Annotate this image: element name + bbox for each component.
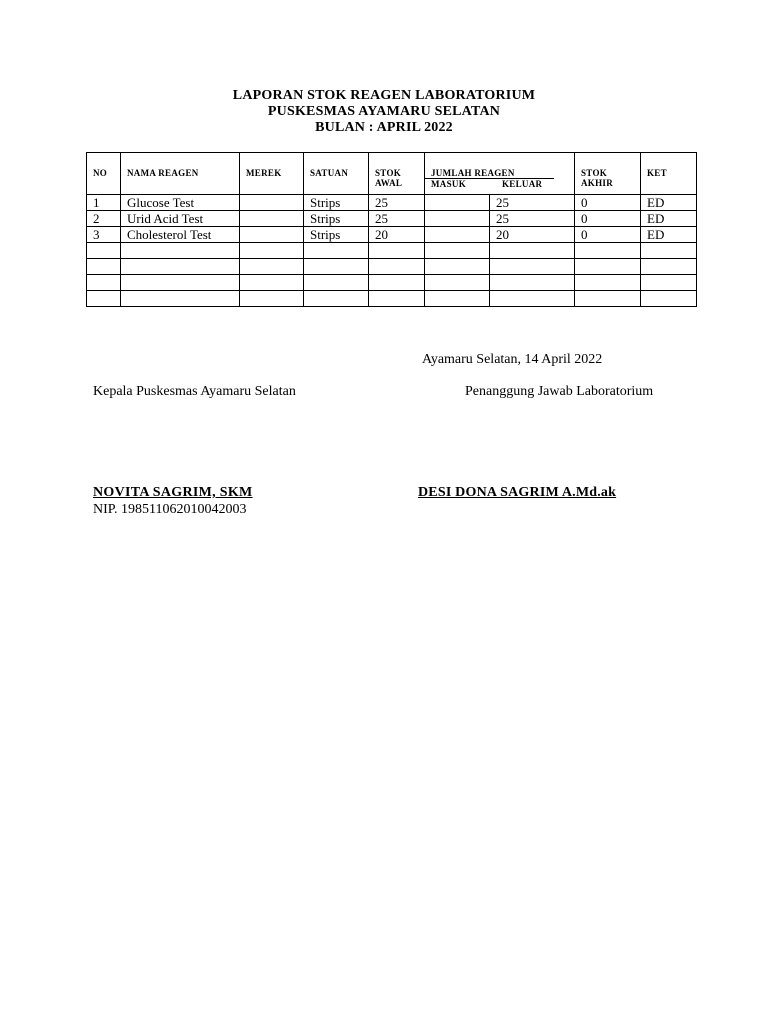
cell-ket [641, 259, 697, 275]
title-line-2: PUSKESMAS AYAMARU SELATAN [267, 104, 501, 119]
cell-ket [641, 275, 697, 291]
cell-merek [240, 211, 304, 227]
cell-stok-akhir: 0 [575, 227, 641, 243]
header-merek: MEREK [240, 153, 304, 195]
header-jumlah-subheaders [425, 179, 574, 189]
cell-keluar [490, 243, 496, 258]
cell-satuan: Strips [304, 211, 369, 227]
header-stok-akhir [575, 153, 641, 195]
cell-stok-awal [369, 243, 425, 259]
table-row [87, 291, 697, 307]
table-row [87, 195, 697, 211]
cell-jumlah-reagen [425, 259, 575, 275]
table-row [87, 227, 697, 243]
cell-no: 1 [87, 195, 121, 211]
header-masuk: MASUK [431, 179, 466, 189]
cell-keluar [490, 275, 496, 290]
cell-nama-reagen: Cholesterol Test [121, 227, 240, 243]
left-signatory-nip: NIP. 198511062010042003 [93, 502, 247, 517]
cell-satuan [304, 291, 369, 307]
cell-stok-awal [369, 259, 425, 275]
cell-jumlah-reagen [425, 275, 575, 291]
cell-merek [240, 243, 304, 259]
table-row [87, 275, 697, 291]
cell-stok-awal [369, 291, 425, 307]
cell-merek [240, 259, 304, 275]
left-signatory-name: NOVITA SAGRIM, SKM [93, 485, 253, 500]
cell-ket: ED [641, 227, 697, 243]
cell-masuk [425, 291, 490, 306]
table-header-row [87, 153, 697, 195]
cell-stok-akhir: 0 [575, 211, 641, 227]
right-signatory-name: DESI DONA SAGRIM A.Md.ak [418, 485, 617, 500]
cell-keluar [490, 291, 496, 306]
cell-merek [240, 275, 304, 291]
cell-no [87, 291, 121, 307]
cell-masuk [425, 259, 490, 274]
cell-masuk [425, 275, 490, 290]
right-signatory-role: Penanggung Jawab Laboratorium [465, 384, 654, 399]
cell-stok-awal: 20 [369, 227, 425, 243]
cell-masuk [425, 227, 490, 242]
cell-satuan [304, 243, 369, 259]
cell-masuk [425, 211, 490, 226]
cell-keluar: 20 [496, 227, 509, 242]
cell-no [87, 243, 121, 259]
header-stok-awal-line1: STOK [375, 168, 402, 178]
table-body [87, 195, 697, 307]
cell-jumlah-reagen [425, 291, 575, 307]
header-satuan: SATUAN [304, 153, 369, 195]
cell-merek [240, 195, 304, 211]
place-date: Ayamaru Selatan, 14 April 2022 [422, 352, 603, 367]
cell-stok-awal: 25 [369, 195, 425, 211]
cell-ket: ED [641, 211, 697, 227]
cell-nama-reagen: Urid Acid Test [121, 211, 240, 227]
header-no: NO [87, 153, 121, 195]
cell-stok-akhir [575, 275, 641, 291]
cell-jumlah-reagen [425, 195, 575, 211]
cell-nama-reagen: Glucose Test [121, 195, 240, 211]
header-keluar: KELUAR [502, 179, 543, 189]
header-jumlah-reagen-group [425, 153, 575, 195]
cell-nama-reagen [121, 259, 240, 275]
table-row [87, 259, 697, 275]
header-stok-akhir-line2: AKHIR [581, 178, 614, 188]
cell-no: 2 [87, 211, 121, 227]
table-row [87, 243, 697, 259]
title-line-1: LAPORAN STOK REAGEN LABORATORIUM [232, 88, 536, 103]
cell-no [87, 275, 121, 291]
cell-satuan: Strips [304, 227, 369, 243]
cell-merek [240, 227, 304, 243]
cell-stok-akhir [575, 291, 641, 307]
reagent-stock-table [86, 152, 697, 307]
left-signatory-role: Kepala Puskesmas Ayamaru Selatan [93, 384, 296, 399]
cell-nama-reagen [121, 243, 240, 259]
cell-masuk [425, 243, 490, 258]
cell-stok-awal: 25 [369, 211, 425, 227]
cell-keluar [490, 259, 496, 274]
cell-no: 3 [87, 227, 121, 243]
document-title [0, 88, 768, 136]
cell-satuan [304, 259, 369, 275]
header-ket: KET [641, 153, 697, 195]
cell-merek [240, 291, 304, 307]
header-jumlah-reagen: JUMLAH REAGEN [425, 168, 554, 179]
header-stok-awal-line2: AWAL [375, 178, 403, 188]
header-stok-awal [369, 153, 425, 195]
title-line-3: BULAN : APRIL 2022 [315, 120, 453, 135]
cell-no [87, 259, 121, 275]
cell-jumlah-reagen [425, 211, 575, 227]
cell-stok-akhir [575, 243, 641, 259]
cell-masuk [425, 195, 490, 210]
header-stok-akhir-line1: STOK [581, 168, 608, 178]
cell-jumlah-reagen [425, 227, 575, 243]
cell-jumlah-reagen [425, 243, 575, 259]
cell-ket: ED [641, 195, 697, 211]
cell-satuan [304, 275, 369, 291]
cell-keluar: 25 [496, 195, 509, 210]
cell-nama-reagen [121, 275, 240, 291]
cell-stok-awal [369, 275, 425, 291]
cell-satuan: Strips [304, 195, 369, 211]
cell-ket [641, 291, 697, 307]
cell-keluar: 25 [496, 211, 509, 226]
cell-stok-akhir: 0 [575, 195, 641, 211]
header-nama-reagen: NAMA REAGEN [121, 153, 240, 195]
cell-nama-reagen [121, 291, 240, 307]
table-row [87, 211, 697, 227]
cell-stok-akhir [575, 259, 641, 275]
cell-ket [641, 243, 697, 259]
